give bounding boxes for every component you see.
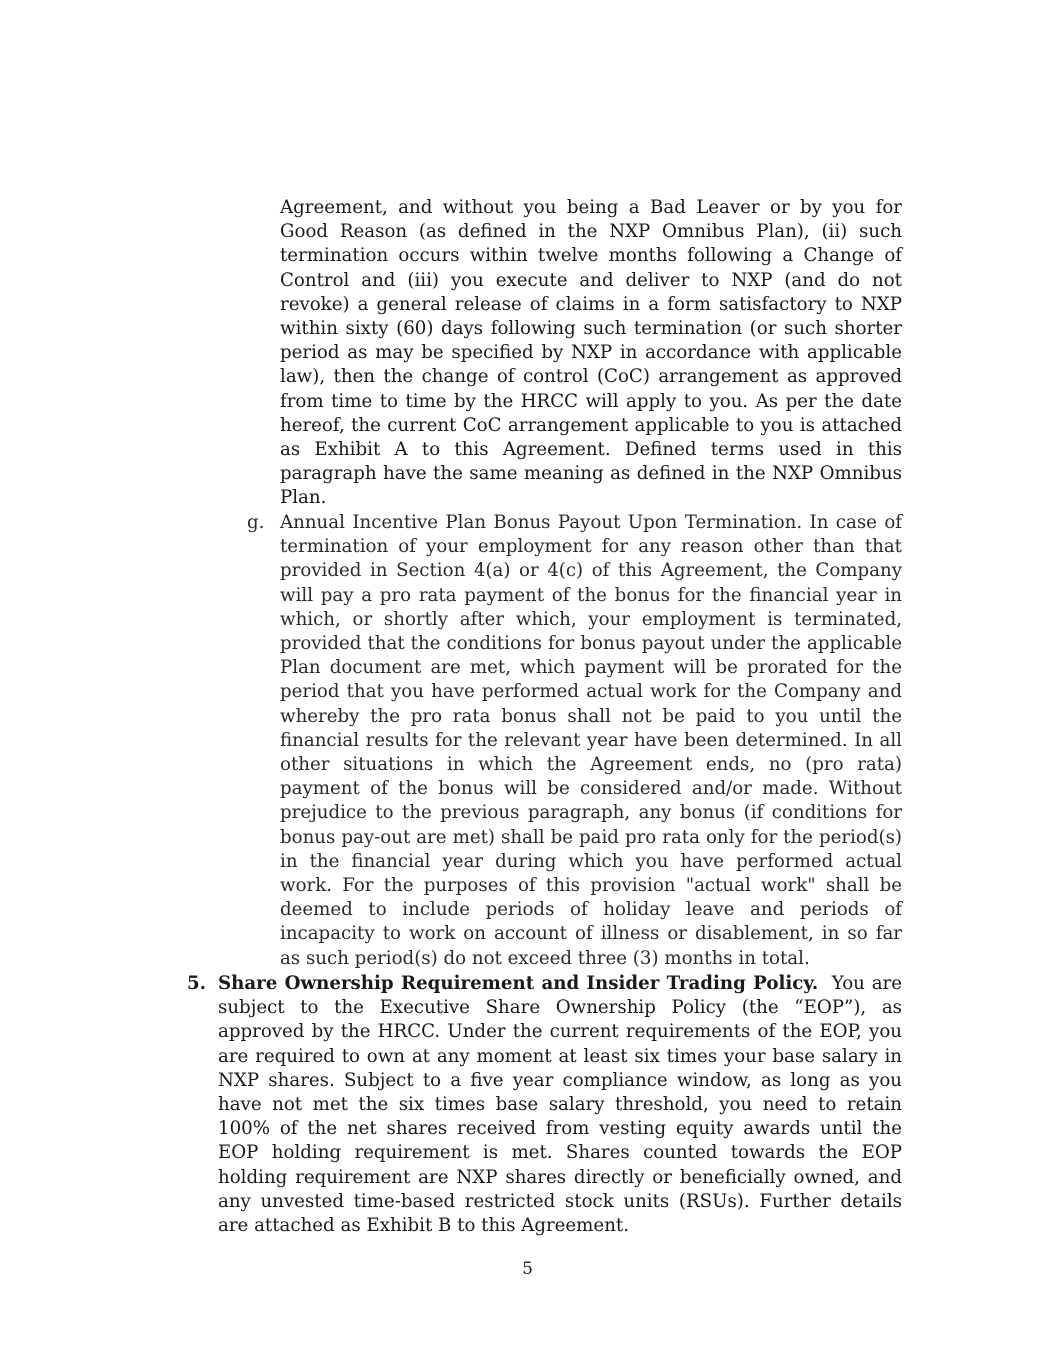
item-g-paragraph: Annual Incentive Plan Bonus Payout Upon Termination. In case of termination of your employment for any reason other than that provided in Section 4(a) or 4(c) of this Agreement, the Company will pay a pro rata payment of the bonus for the financial year in which, or shortly after which, your employment is terminated, provided that the conditions for bonus payout under the applicable Plan document are met, which payment will be prorated for the period that you have performed actual work for the Company and whereby the pro rata bonus shall not be paid to you until the financial results for the relevant year have been determined. In all other situations in which the Agreement ends, no (pro rata) payment of the bonus will be considered and/or made. Without prejudice to the previous paragraph, any bonus (if conditions for bonus pay-out are met) shall be paid pro rata only for the period(s) in the financial year during which you have performed actual work. For the purposes of this provision "actual work" shall be deemed to include periods of holiday leave and periods of incapacity to work on account of illness or disablement, in so far as such period(s) do not exceed three (3) months in total. [280, 512, 902, 969]
section-5-number: 5. [187, 973, 206, 994]
page-number: 5 [522, 1259, 533, 1279]
section-5-heading: Share Ownership Requirement and Insider Trading Policy. [218, 973, 819, 994]
section-5-paragraph [218, 972, 902, 1238]
item-g-marker: g. [247, 512, 265, 533]
section-5-body: You are subject to the Executive Share Ownership Policy (the “EOP”), as approved by the HRCC. Under the current requirements of the EOP, you are required to own at any moment at least six times your base salary in NXP shares. Subject to a five year compliance window, as long as you have not met the six times base salary threshold, you need to retain 100% of the net shares received from vesting equity awards until the EOP holding requirement is met. Shares counted towards the EOP holding requirement are NXP shares directly or beneficially owned, and any unvested time-based restricted stock units (RSUs). Further details are attached as Exhibit B to this Agreement. [218, 973, 902, 1237]
continuation-paragraph: Agreement, and without you being a Bad Leaver or by you for Good Reason (as defined in the NXP Omnibus Plan), (ii) such termination occurs within twelve months following a Change of Control and (iii) you execute and deliver to NXP (and do not revoke) a general release of claims in a form satisfactory to NXP within sixty (60) days following such termination (or such shorter period as may be specified by NXP in accordance with applicable law), then the change of control (CoC) arrangement as approved from time to time by the HRCC will apply to you. As per the date hereof, the current CoC arrangement applicable to you is attached as Exhibit A to this Agreement. Defined terms used in this paragraph have the same meaning as defined in the NXP Omnibus Plan. [280, 197, 902, 509]
